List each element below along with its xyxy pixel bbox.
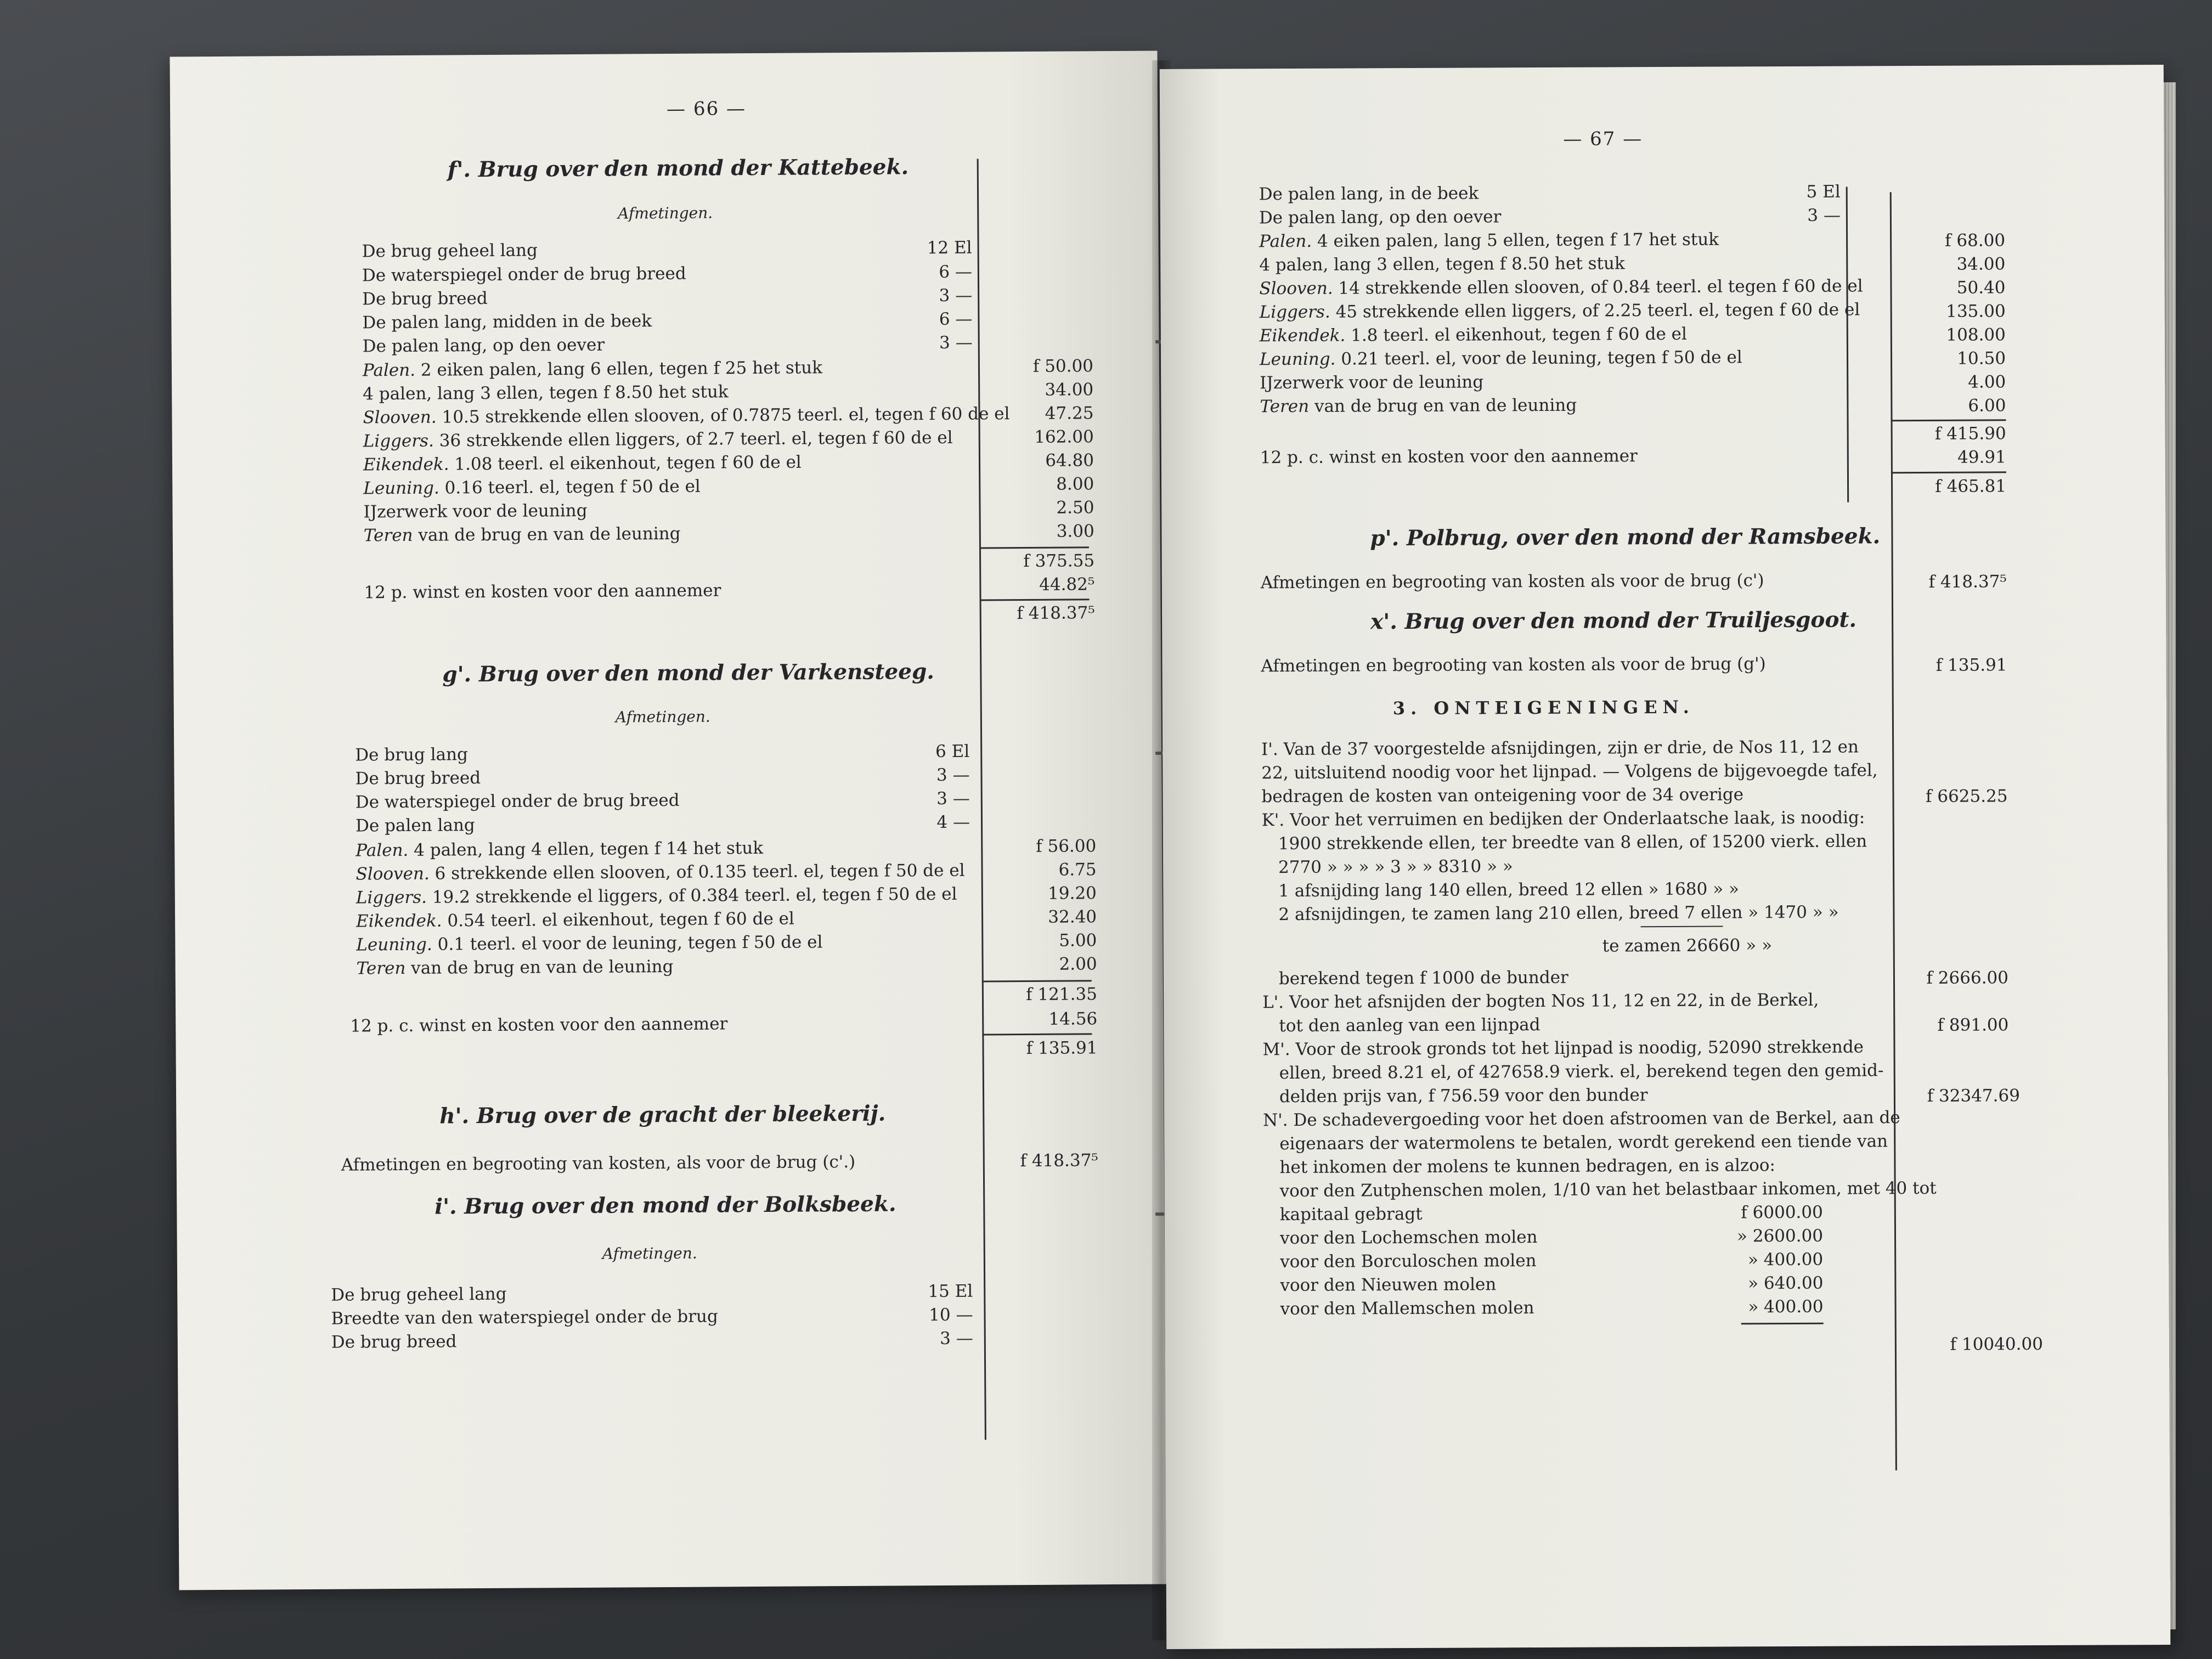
winst-label: 12 p. winst en kosten voor den aannemer bbox=[364, 580, 721, 603]
cost-line: Eikendek. 1.8 teerl. el eikenhout, tegen f 60 de el bbox=[1259, 324, 1687, 346]
cost-line: Leuning. 0.21 teerl. el, voor de leuning, tegen f 50 de el bbox=[1259, 347, 1742, 370]
cost-amount: 50.40 bbox=[1956, 278, 2006, 298]
sum-rule bbox=[982, 1033, 1092, 1035]
binding-stitch bbox=[1155, 1212, 1164, 1216]
mill-amount: » 400.00 bbox=[1747, 1249, 1824, 1270]
reference-line: Afmetingen en begrooting van kosten als voor de brug (c') bbox=[1260, 571, 1764, 593]
cost-amount: 2.00 bbox=[1059, 954, 1097, 974]
subtitle: Afmetingen. bbox=[602, 1244, 697, 1263]
cost-line: Palen. 2 eiken palen, lang 6 ellen, tegen f 25 het stuk bbox=[362, 358, 823, 381]
dim-label: De brug breed bbox=[355, 768, 481, 789]
sum-rule bbox=[982, 980, 1092, 982]
section-title: g'. Brug over den mond der Varkensteeg. bbox=[442, 659, 935, 687]
paragraph-line: 2770 » » » » 3 » » 8310 » » bbox=[1278, 856, 1513, 878]
cost-amount: 32.40 bbox=[1048, 907, 1097, 927]
cost-amount: 6.75 bbox=[1058, 860, 1097, 880]
paragraph-line: delden prijs van, f 756.59 voor den bunder bbox=[1279, 1085, 1648, 1107]
cost-amount: f 68.00 bbox=[1944, 230, 2006, 251]
left-page bbox=[170, 51, 1166, 1590]
mill-amount: » 2600.00 bbox=[1736, 1226, 1824, 1246]
total: f 418.37⁵ bbox=[1020, 1150, 1098, 1171]
paragraph-line: te zamen 26660 » » bbox=[1602, 935, 1773, 956]
cost-line: Teren van de brug en van de leuning bbox=[1260, 395, 1577, 417]
cost-amount: 2.50 bbox=[1056, 498, 1094, 518]
cost-line: Liggers. 45 strekkende ellen liggers, of 2.25 teerl. el, tegen f 60 de el bbox=[1259, 300, 1860, 323]
sum-rule bbox=[1641, 926, 1723, 928]
mill-amount: » 640.00 bbox=[1748, 1273, 1824, 1294]
dim-value: 3 — bbox=[936, 788, 970, 809]
total: f 418.37⁵ bbox=[1928, 572, 2007, 592]
cost-line: 4 palen, lang 3 ellen, tegen f 8.50 het stuk bbox=[363, 382, 729, 404]
paragraph-line: voor den Zutphenschen molen, 1/10 van het belastbaar inkomen, met 40 tot bbox=[1279, 1178, 1937, 1201]
paragraph-line: N'. De schadevergoeding voor het doen afstroomen van de Berkel, aan de bbox=[1263, 1108, 1900, 1131]
dim-value: 3 — bbox=[1807, 205, 1841, 225]
cost-amount: f 50.00 bbox=[1032, 356, 1094, 376]
paragraph-line: eigenaars der watermolens te betalen, wordt gerekend een tiende van bbox=[1279, 1131, 1888, 1154]
dim-value: 3 — bbox=[939, 332, 973, 353]
right-page bbox=[1160, 65, 2171, 1649]
section-title: x'. Brug over den mond der Truiljesgoot. bbox=[1370, 607, 1857, 635]
dim-value: 6 — bbox=[939, 262, 973, 282]
item-amount: f 10040.00 bbox=[1950, 1334, 2043, 1355]
cost-amount: 3.00 bbox=[1056, 521, 1094, 541]
sum-rule bbox=[979, 546, 1089, 549]
dim-label: De brug breed bbox=[362, 288, 488, 309]
paragraph-line: K'. Voor het verruimen en bedijken der Onderlaatsche laak, is noodig: bbox=[1261, 808, 1865, 831]
page-number: — 67 — bbox=[1563, 128, 1643, 150]
dim-value: 5 El bbox=[1806, 182, 1841, 202]
paragraph-line: het inkomen der molens te kunnen bedragen, en is alzoo: bbox=[1279, 1155, 1776, 1178]
dim-value: 3 — bbox=[936, 765, 970, 786]
cost-line: Liggers. 19.2 strekkende el liggers, of 0.384 teerl. el, tegen f 50 de el bbox=[356, 884, 957, 908]
paragraph-line: 2 afsnijdingen, te zamen lang 210 ellen, breed 7 ellen » 1470 » » bbox=[1278, 902, 1839, 925]
cost-amount: 135.00 bbox=[1946, 301, 2006, 321]
sum-rule bbox=[1741, 1323, 1824, 1325]
subtitle: Afmetingen. bbox=[618, 204, 713, 223]
column-rule bbox=[977, 159, 986, 1440]
cost-amount: 5.00 bbox=[1059, 930, 1097, 951]
dim-label: De palen lang, in de beek bbox=[1259, 183, 1479, 205]
cost-line: Palen. 4 eiken palen, lang 5 ellen, tegen f 17 het stuk bbox=[1259, 229, 1719, 252]
winst-amount: 14.56 bbox=[1048, 1009, 1098, 1029]
dim-value: 6 El bbox=[935, 741, 970, 762]
cost-line: Slooven. 10.5 strekkende ellen slooven, of 0.7875 teerl. el, tegen f 60 de el bbox=[363, 404, 1010, 428]
item-amount: f 891.00 bbox=[1937, 1015, 2009, 1035]
subtotal: f 375.55 bbox=[1023, 551, 1095, 572]
column-rule bbox=[1846, 187, 1849, 503]
cost-amount: 108.00 bbox=[1946, 325, 2006, 345]
paragraph-line: L'. Voor het afsnijden der bogten Nos 11, 12 en 22, in de Berkel, bbox=[1262, 990, 1819, 1013]
dim-label: Breedte van den waterspiegel onder de brug bbox=[331, 1306, 718, 1329]
cost-line: Leuning. 0.1 teerl. el voor de leuning, tegen f 50 de el bbox=[356, 932, 823, 955]
cost-amount: 34.00 bbox=[1045, 380, 1094, 400]
dim-value: 3 — bbox=[939, 285, 973, 306]
cost-line: IJzerwerk voor de leuning bbox=[363, 500, 588, 522]
cost-line: IJzerwerk voor de leuning bbox=[1260, 372, 1484, 393]
winst-label: 12 p. c. winst en kosten voor den aannemer bbox=[350, 1014, 728, 1036]
cost-amount: 10.50 bbox=[1957, 348, 2006, 369]
section-title: i'. Brug over den mond der Bolksbeek. bbox=[435, 1191, 896, 1220]
dim-label: De brug lang bbox=[355, 744, 468, 765]
cost-amount: 34.00 bbox=[1956, 254, 2006, 274]
paragraph-line: I'. Van de 37 voorgestelde afsnijdingen, zijn er drie, de Nos 11, 12 en bbox=[1261, 737, 1859, 760]
cost-line: Eikendek. 1.08 teerl. el eikenhout, tegen f 60 de el bbox=[363, 452, 802, 475]
reference-line: Afmetingen en begrooting van kosten als voor de brug (g') bbox=[1261, 654, 1766, 676]
subtitle: Afmetingen. bbox=[615, 707, 710, 726]
section-title: f'. Brug over den mond der Kattebeek. bbox=[447, 154, 909, 183]
paragraph-line: M'. Voor de strook gronds tot het lijnpad is noodig, 52090 strekkende bbox=[1262, 1037, 1864, 1060]
subtotal: f 121.35 bbox=[1026, 984, 1098, 1005]
paragraph-line: bedragen de kosten van onteigening voor de 34 overige bbox=[1261, 785, 1744, 807]
dim-value: 6 — bbox=[939, 309, 973, 329]
dim-value: 12 El bbox=[927, 238, 972, 258]
sum-rule bbox=[980, 599, 1090, 601]
section-heading: 3. ONTEIGENINGEN. bbox=[1392, 696, 1695, 719]
paragraph-line: berekend tegen f 1000 de bunder bbox=[1278, 967, 1568, 989]
section-title: h'. Brug over de gracht der bleekerij. bbox=[439, 1101, 886, 1129]
cost-line: Eikendek. 0.54 teerl. el eikenhout, tegen f 60 de el bbox=[356, 909, 794, 932]
cost-amount: 8.00 bbox=[1056, 474, 1094, 494]
cost-line: Liggers. 36 strekkende ellen liggers, of 2.7 teerl. el, tegen f 60 de el bbox=[363, 427, 953, 452]
total: f 135.91 bbox=[1026, 1038, 1098, 1059]
cost-line: Teren van de brug en van de leuning bbox=[363, 523, 681, 546]
item-amount: f 32347.69 bbox=[1927, 1086, 2020, 1106]
mill-label: voor den Mallemschen molen bbox=[1280, 1298, 1534, 1319]
total: f 418.37⁵ bbox=[1017, 603, 1095, 624]
mill-label: voor den Lochemschen molen bbox=[1279, 1227, 1538, 1249]
total: f 465.81 bbox=[1935, 476, 2007, 496]
paragraph-line: tot den aanleg van een lijnpad bbox=[1279, 1014, 1541, 1036]
cost-amount: 47.25 bbox=[1045, 403, 1094, 424]
paragraph-line: 1 afsnijding lang 140 ellen, breed 12 ellen » 1680 » » bbox=[1278, 879, 1740, 901]
paragraph-line: ellen, breed 8.21 el, of 427658.9 vierk. el, berekend tegen den gemid- bbox=[1279, 1060, 1884, 1084]
mill-label: kapitaal gebragt bbox=[1279, 1204, 1423, 1225]
page-number: — 66 — bbox=[666, 98, 747, 120]
cost-line: Teren van de brug en van de leuning bbox=[356, 956, 674, 979]
cost-amount: 162.00 bbox=[1034, 427, 1094, 447]
dim-value: 10 — bbox=[929, 1305, 973, 1325]
cost-amount: 19.20 bbox=[1047, 883, 1097, 904]
mill-amount: f 6000.00 bbox=[1741, 1202, 1823, 1223]
item-amount: f 6625.25 bbox=[1925, 786, 2008, 806]
cost-amount: 4.00 bbox=[1968, 372, 2006, 392]
section-title: p'. Polbrug, over den mond der Ramsbeek. bbox=[1370, 523, 1881, 551]
dim-label: De brug geheel lang bbox=[362, 240, 538, 262]
winst-label: 12 p. c. winst en kosten voor den aannemer bbox=[1260, 446, 1638, 468]
cost-line: Palen. 4 palen, lang 4 ellen, tegen f 14 het stuk bbox=[356, 838, 764, 861]
dim-value: 15 El bbox=[928, 1281, 973, 1302]
sum-rule bbox=[1891, 471, 2006, 473]
sum-rule bbox=[1891, 419, 2006, 421]
dim-label: De palen lang, op den oever bbox=[1259, 207, 1502, 228]
cost-line: Slooven. 6 strekkende ellen slooven, of 0.135 teerl. el, tegen f 50 de el bbox=[356, 860, 965, 884]
dim-label: De palen lang, op den oever bbox=[362, 335, 605, 357]
cost-line: Slooven. 14 strekkende ellen slooven, of 0.84 teerl. el tegen f 60 de el bbox=[1259, 276, 1863, 299]
dim-label: De brug geheel lang bbox=[331, 1284, 507, 1305]
dim-value: 3 — bbox=[940, 1328, 973, 1348]
cost-line: 4 palen, lang 3 ellen, tegen f 8.50 het stuk bbox=[1259, 253, 1625, 275]
dim-label: De waterspiegel onder de brug breed bbox=[362, 263, 686, 286]
cost-amount: 6.00 bbox=[1968, 396, 2006, 416]
cost-amount: 64.80 bbox=[1045, 450, 1094, 471]
paragraph-line: 22, uitsluitend noodig voor het lijnpad. — Volgens de bijgevoegde tafel, bbox=[1261, 760, 1878, 783]
dim-value: 4 — bbox=[936, 812, 970, 833]
dim-label: De waterspiegel onder de brug breed bbox=[355, 790, 680, 812]
dim-label: De brug breed bbox=[331, 1331, 457, 1352]
winst-amount: 44.82⁵ bbox=[1039, 574, 1095, 595]
item-amount: f 2666.00 bbox=[1926, 968, 2009, 988]
reference-line: Afmetingen en begrooting van kosten, als voor de brug (c'.) bbox=[341, 1152, 856, 1175]
mill-amount: » 400.00 bbox=[1748, 1296, 1824, 1317]
subtotal: f 415.90 bbox=[1934, 424, 2006, 444]
mill-label: voor den Nieuwen molen bbox=[1280, 1274, 1497, 1296]
dim-label: De palen lang bbox=[355, 815, 475, 836]
paragraph-line: 1900 strekkende ellen, ter breedte van 8 ellen, of 15200 vierk. ellen bbox=[1278, 831, 1867, 854]
winst-amount: 49.91 bbox=[1957, 447, 2006, 467]
cost-amount: f 56.00 bbox=[1036, 836, 1097, 856]
total: f 135.91 bbox=[1936, 655, 2007, 675]
cost-line: Leuning. 0.16 teerl. el, tegen f 50 de el bbox=[363, 476, 701, 499]
dim-label: De palen lang, midden in de beek bbox=[362, 311, 652, 333]
mill-label: voor den Borculoschen molen bbox=[1280, 1251, 1537, 1272]
